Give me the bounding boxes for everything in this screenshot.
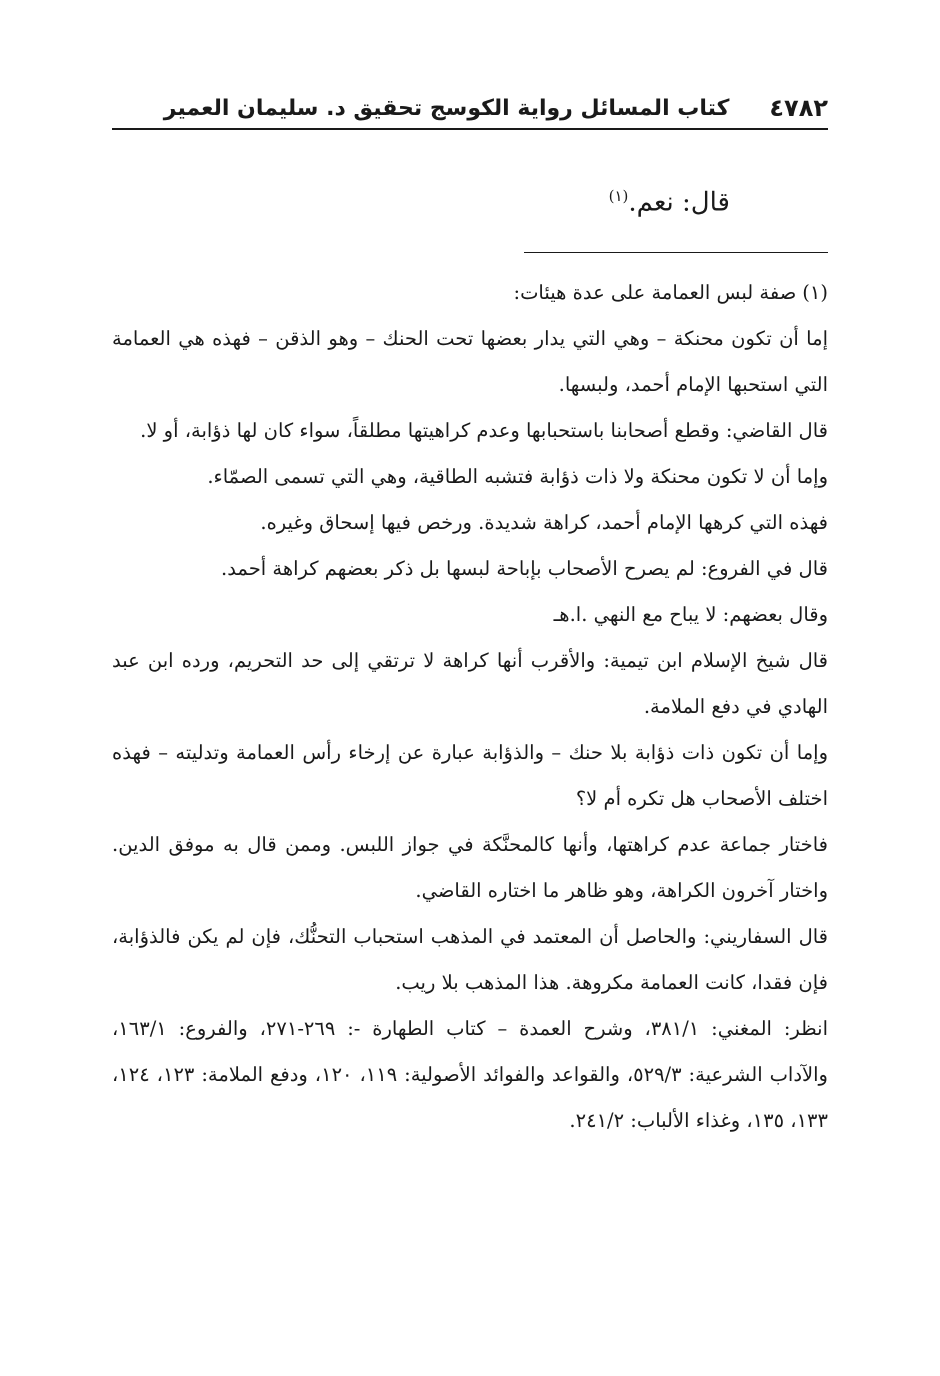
footnote-paragraph: قال السفاريني: والحاصل أن المعتمد في المذهب استحباب التحنُّك، فإن لم يكن فالذؤابة، فإن فقدا، كانت العمامة مكروهة. هذا المذهب بلا ريب. [112,925,828,994]
footnote-paragraph: وإما أن تكون ذات ذؤابة بلا حنك – والذؤابة عبارة عن إرخاء رأس العمامة وتدليته – فهذه اختلف الأصحاب هل تكره أم لا؟ [112,741,828,810]
page-number: ٤٧٨٢ [769,94,828,122]
footnote-paragraph [112,270,828,316]
running-header [112,88,828,128]
footnote-paragraph: انظر: المغني: ٣٨١/١، وشرح العمدة – كتاب الطهارة -: ٢٦٩-٢٧١، والفروع: ١٦٣/١، والآداب الشرعية: ٥٢٩/٣، والقواعد والفوائد الأصولية: ١١٩، ١٢٠، ودفع الملامة: ١٢٣، ١٢٤، ١٣٣، ١٣٥، وغذاء الألباب: ٢٤١/٢. [112,1017,828,1132]
footnote-separator [524,252,828,253]
footnote-paragraph: فهذه التي كرهها الإمام أحمد، كراهة شديدة. ورخص فيها إسحاق وغيره. [260,511,828,534]
header-rule [112,128,828,130]
footnote-paragraph: قال في الفروع: لم يصرح الأصحاب بإباحة لبسها بل ذكر بعضهم كراهة أحمد. [221,557,828,580]
book-title: كتاب المسائل رواية الكوسج تحقيق د. سليمان العمير [163,95,730,121]
footnote-paragraph: قال شيخ الإسلام ابن تيمية: والأقرب أنها كراهة لا ترتقي إلى حد التحريم، ورده ابن عبد الهادي في دفع الملامة. [112,649,828,718]
main-text-body: قال: نعم. [628,187,730,218]
footnote-paragraph: قال القاضي: وقطع أصحابنا باستحبابها وعدم كراهيتها مطلقاً، سواء كان لها ذؤابة، أو لا. [140,419,828,442]
main-text [609,176,730,223]
footnote-marker: (١) [802,281,828,304]
footnote-paragraph: فاختار جماعة عدم كراهتها، وأنها كالمحنَّكة في جواز اللبس. وممن قال به موفق الدين. واختار آخرون الكراهة، وهو ظاهر ما اختاره القاضي. [112,833,828,902]
footnote-paragraph: إما أن تكون محنكة – وهي التي يدار بعضها تحت الحنك – وهو الذقن – فهذه هي العمامة التي استحبها الإمام أحمد، ولبسها. [112,327,828,396]
footnotes [112,270,828,1144]
footnote-paragraph: وقال بعضهم: لا يباح مع النهي .ا.هـ [553,603,828,626]
footnote-reference: (١) [608,187,629,205]
footnote-paragraph: وإما أن لا تكون محنكة ولا ذات ذؤابة فتشبه الطاقية، وهي التي تسمى الصمّاء. [207,465,828,488]
footnote-text: صفة لبس العمامة على عدة هيئات: [513,281,797,304]
